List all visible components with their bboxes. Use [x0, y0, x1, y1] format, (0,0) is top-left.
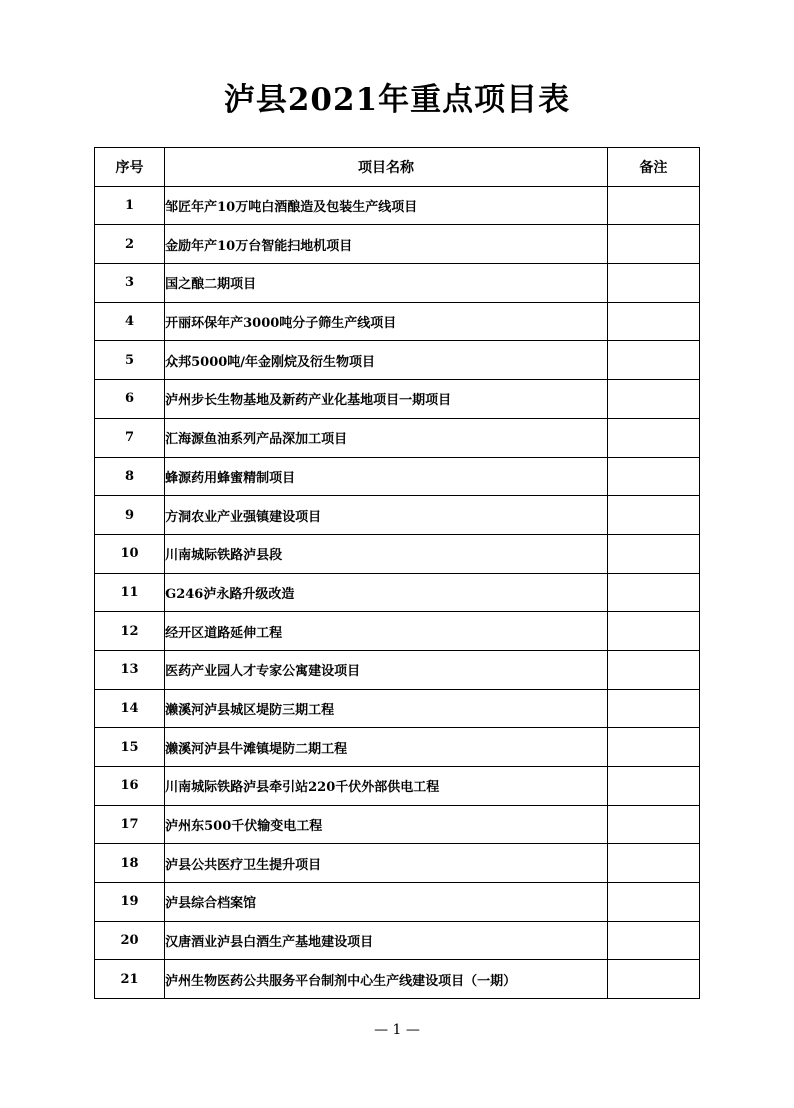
row-index: 11 [95, 573, 165, 612]
project-name: 泸州生物医药公共服务平台制剂中心生产线建设项目（一期） [165, 960, 608, 999]
project-note [607, 225, 699, 264]
table-row [95, 225, 700, 264]
table-row [95, 264, 700, 303]
page-title: 泸县2021年重点项目表 [223, 82, 571, 118]
project-name: 医药产业园人才专家公寓建设项目 [165, 650, 608, 689]
header-note: 备注 [607, 148, 699, 187]
table-row [95, 534, 700, 573]
project-name: 开丽环保年产3000吨分子筛生产线项目 [165, 302, 608, 341]
table-row [95, 650, 700, 689]
project-note [607, 883, 699, 922]
row-index: 15 [95, 728, 165, 767]
row-index: 12 [95, 612, 165, 651]
project-name: 邹匠年产10万吨白酒酿造及包装生产线项目 [165, 186, 608, 225]
project-note [607, 341, 699, 380]
project-note [607, 650, 699, 689]
project-name: 川南城际铁路泸县段 [165, 534, 608, 573]
table-row [95, 612, 700, 651]
table-row [95, 457, 700, 496]
project-name: 众邦5000吨/年金刚烷及衍生物项目 [165, 341, 608, 380]
table-row [95, 805, 700, 844]
table-row [95, 921, 700, 960]
project-note [607, 380, 699, 419]
row-index: 19 [95, 883, 165, 922]
row-index: 17 [95, 805, 165, 844]
table-row [95, 341, 700, 380]
table-row [95, 302, 700, 341]
project-name: 汇海源鱼油系列产品深加工项目 [165, 418, 608, 457]
row-index: 16 [95, 767, 165, 806]
project-note [607, 612, 699, 651]
project-name: 蜂源药用蜂蜜精制项目 [165, 457, 608, 496]
project-note [607, 844, 699, 883]
table-row [95, 960, 700, 999]
project-note [607, 805, 699, 844]
table-row [95, 380, 700, 419]
project-name: 泸州东500千伏输变电工程 [165, 805, 608, 844]
table-row [95, 883, 700, 922]
project-name: 泸州步长生物基地及新药产业化基地项目一期项目 [165, 380, 608, 419]
project-name: 经开区道路延伸工程 [165, 612, 608, 651]
table-row [95, 186, 700, 225]
row-index: 13 [95, 650, 165, 689]
project-note [607, 767, 699, 806]
project-note [607, 302, 699, 341]
header-index: 序号 [95, 148, 165, 187]
row-index: 7 [95, 418, 165, 457]
project-name: 国之酿二期项目 [165, 264, 608, 303]
table-row [95, 689, 700, 728]
header-name: 项目名称 [165, 148, 608, 187]
row-index: 9 [95, 496, 165, 535]
project-note [607, 264, 699, 303]
project-note [607, 960, 699, 999]
project-note [607, 457, 699, 496]
row-index: 5 [95, 341, 165, 380]
table-row [95, 496, 700, 535]
project-note [607, 186, 699, 225]
table-row [95, 728, 700, 767]
row-index: 8 [95, 457, 165, 496]
project-table [94, 147, 700, 999]
row-index: 14 [95, 689, 165, 728]
project-name: 汉唐酒业泸县白酒生产基地建设项目 [165, 921, 608, 960]
row-index: 18 [95, 844, 165, 883]
project-note [607, 689, 699, 728]
row-index: 4 [95, 302, 165, 341]
project-note [607, 418, 699, 457]
row-index: 10 [95, 534, 165, 573]
project-name: 金励年产10万台智能扫地机项目 [165, 225, 608, 264]
project-note [607, 728, 699, 767]
table-header-row [95, 148, 700, 187]
table-row [95, 844, 700, 883]
project-note [607, 496, 699, 535]
project-note [607, 573, 699, 612]
table-row [95, 418, 700, 457]
project-name: G246泸永路升级改造 [165, 573, 608, 612]
page-number: — 1 — [374, 1022, 420, 1038]
row-index: 2 [95, 225, 165, 264]
project-name: 濑溪河泸县城区堤防三期工程 [165, 689, 608, 728]
row-index: 20 [95, 921, 165, 960]
project-name: 濑溪河泸县牛滩镇堤防二期工程 [165, 728, 608, 767]
row-index: 1 [95, 186, 165, 225]
table-row [95, 767, 700, 806]
project-name: 泸县公共医疗卫生提升项目 [165, 844, 608, 883]
table-row [95, 573, 700, 612]
project-name: 川南城际铁路泸县牵引站220千伏外部供电工程 [165, 767, 608, 806]
project-note [607, 921, 699, 960]
project-name: 泸县综合档案馆 [165, 883, 608, 922]
project-name: 方洞农业产业强镇建设项目 [165, 496, 608, 535]
row-index: 6 [95, 380, 165, 419]
table-body [95, 186, 700, 998]
project-note [607, 534, 699, 573]
row-index: 3 [95, 264, 165, 303]
row-index: 21 [95, 960, 165, 999]
